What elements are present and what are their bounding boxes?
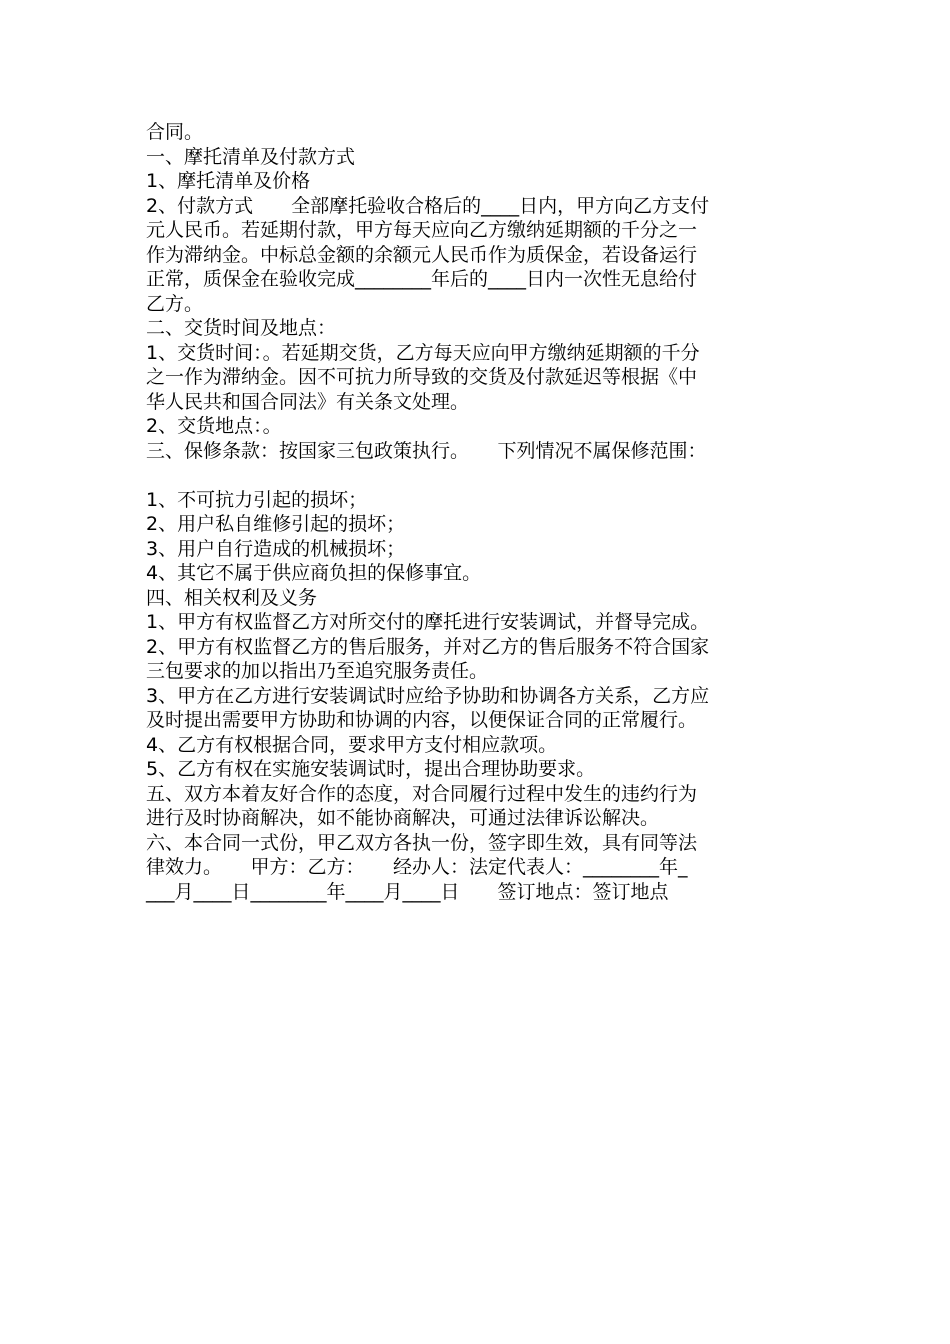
text-line: 2、用户私自维修引起的损坏； (146, 513, 406, 535)
text-line: 1、不可抗力引起的损坏； (146, 488, 368, 511)
section-heading-payment: 一、摩托清单及付款方式 (146, 145, 356, 168)
signature-line: 律效力。 甲方：乙方： 经办人：法定代表人：________年_ (146, 856, 688, 878)
contract-body (146, 120, 810, 904)
text-line: 正常，质保金在验收完成________年后的____日内一次性无息给付 (146, 268, 698, 290)
text-line: 进行及时协商解决，如不能协商解决，可通过法律诉讼解决。 (146, 807, 660, 829)
text-line: 三包要求的加以指出乃至追究服务责任。 (146, 660, 489, 682)
text-line: 作为滞纳金。中标总金额的余额元人民币作为质保金，若设备运行 (146, 243, 698, 266)
section-heading-copies: 六、本合同一式份，甲乙双方各执一份，签字即生效，具有同等法 (146, 831, 698, 854)
text-line: 2、甲方有权监督乙方的售后服务，并对乙方的售后服务不符合国家 (146, 635, 710, 658)
blank-line (146, 463, 810, 488)
text-line: 1、交货时间：。若延期交货，乙方每天应向甲方缴纳延期额的千分 (146, 341, 700, 364)
text-line: 1、摩托清单及价格 (146, 170, 311, 192)
section-heading-disputes: 五、双方本着友好合作的态度，对合同履行过程中发生的违约行为 (146, 782, 698, 805)
section-heading-warranty: 三、保修条款：按国家三包政策执行。 下列情况不属保修范围： (146, 439, 707, 462)
text-line: 之一作为滞纳金。因不可抗力所导致的交货及付款延迟等根据《中 (146, 366, 698, 388)
text-line: 2、交货地点：。 (146, 415, 282, 437)
section-heading-delivery: 二、交货时间及地点： (146, 317, 337, 339)
text-line: 乙方。 (146, 292, 204, 315)
text-line: 3、甲方在乙方进行安装调试时应给予协助和协调各方关系，乙方应 (146, 684, 710, 707)
signature-date-line: ___月____日________年____月____日 签订地点：签订地点 (146, 880, 669, 903)
text-line: 4、乙方有权根据合同，要求甲方支付相应款项。 (146, 733, 558, 756)
text-line: 华人民共和国合同法》有关条文处理。 (146, 390, 470, 413)
text-line: 合同。 (146, 121, 204, 143)
text-line: 2、付款方式 全部摩托验收合格后的____日内，甲方向乙方支付 (146, 194, 710, 217)
text-line: 4、其它不属于供应商负担的保修事宜。 (146, 562, 482, 584)
text-line: 1、甲方有权监督乙方对所交付的摩托进行安装调试，并督导完成。 (146, 611, 710, 633)
text-line: 3、用户自行造成的机械损坏； (146, 537, 406, 560)
text-line: 元人民币。若延期付款，甲方每天应向乙方缴纳延期额的千分之一 (146, 219, 698, 241)
text-line: 5、乙方有权在实施安装调试时，提出合理协助要求。 (146, 758, 596, 780)
section-heading-rights: 四、相关权利及义务 (146, 586, 318, 609)
text-line: 及时提出需要甲方协助和协调的内容，以便保证合同的正常履行。 (146, 709, 698, 731)
